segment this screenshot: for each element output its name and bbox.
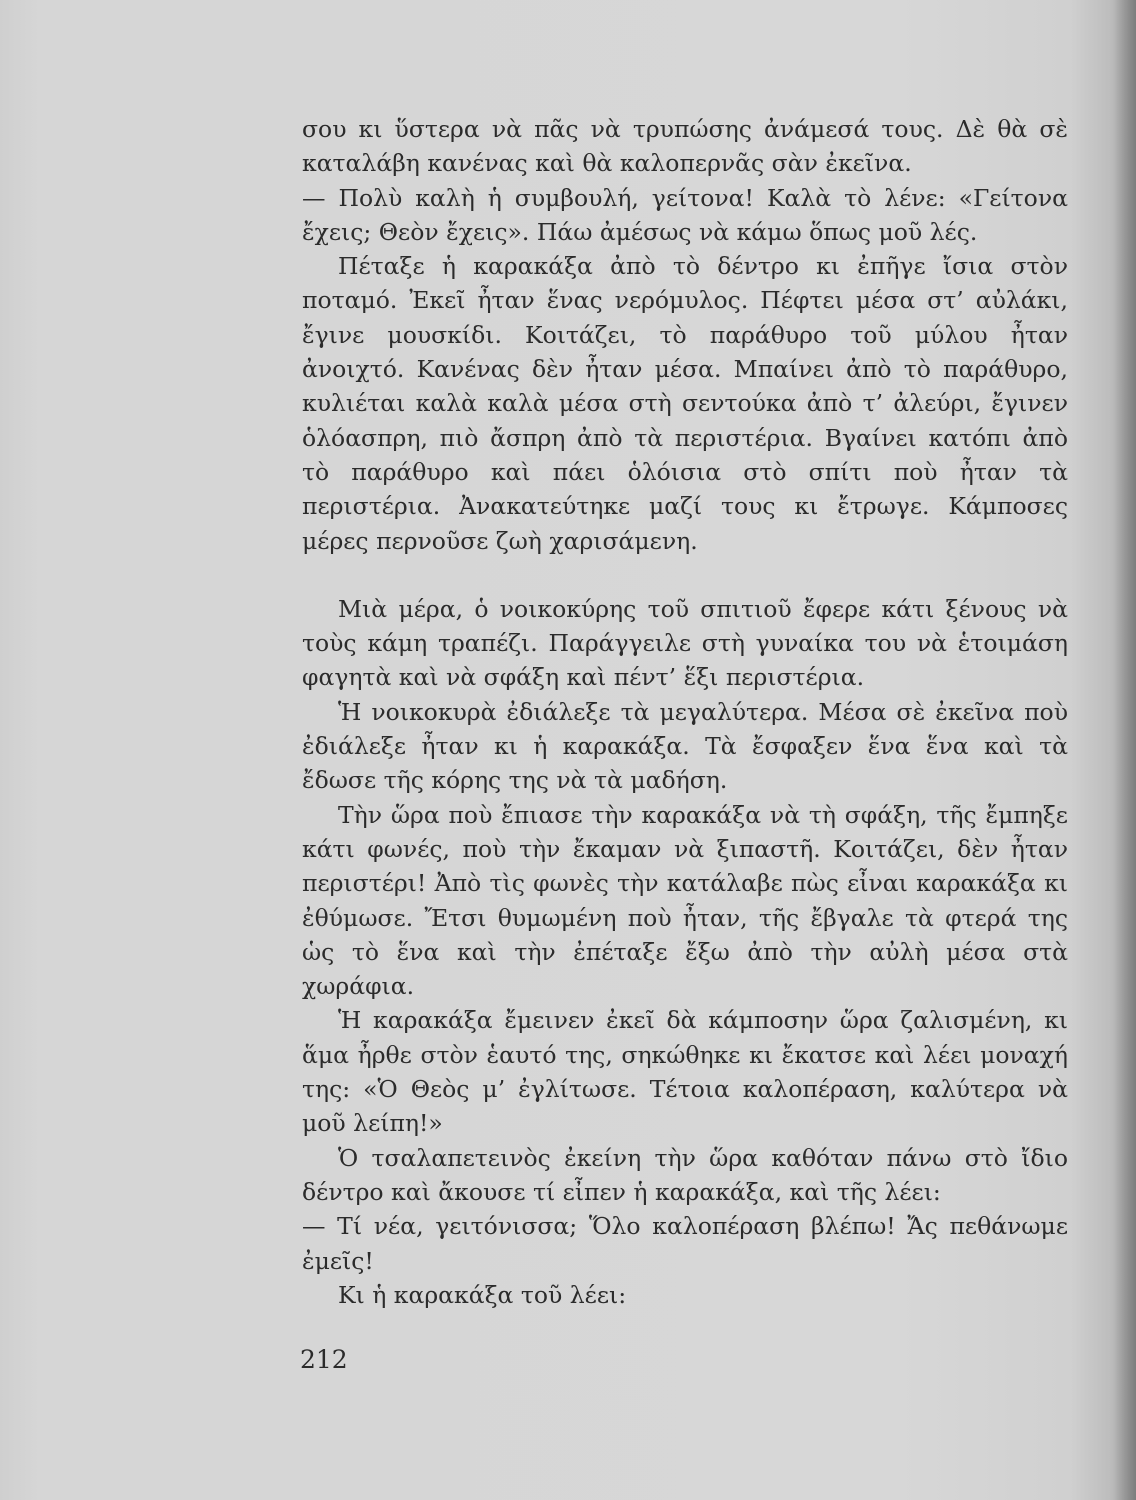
- dialogue-1: — Πολὺ καλὴ ἡ συμβουλή, γείτονα! Καλὰ τὸ λένε: «Γείτονα ἔχεις; Θεὸν ἔχεις». Πάω ἀμέσως νὰ κάμω ὅπως μοῦ λές.: [302, 183, 1068, 246]
- dialogue-2: — Τί νέα, γειτόνισσα; Ὅλο καλοπέραση βλέπω! Ἄς πεθάνωμε ἐμεῖς!: [302, 1212, 1068, 1275]
- paragraph-5: Ἡ νοικοκυρὰ ἐδιάλεξε τὰ μεγαλύτερα. Μέσα σὲ ἐκεῖνα ποὺ ἐδιάλεξε ἦταν κι ἡ καρακάξα. Τὰ ἔσφαξεν ἕνα ἕνα καὶ τὰ ἔδωσε τῆς κόρης της νὰ τὰ μαδήση.: [302, 697, 1068, 795]
- paragraph-4: Μιὰ μέρα, ὁ νοικοκύρης τοῦ σπιτιοῦ ἔφερε κάτι ξένους νὰ τοὺς κάμη τραπέζι. Παράγγειλε στὴ γυναίκα του νὰ ἑτοιμάση φαγητὰ καὶ νὰ σφάξη καὶ πέντ’ ἕξι περιστέρια.: [302, 594, 1068, 692]
- paragraph-10: Κι ἡ καρακάξα τοῦ λέει:: [338, 1280, 627, 1309]
- story-text: [302, 112, 1068, 1312]
- page-edge-shadow: [1114, 0, 1136, 1500]
- section-gap: [302, 558, 1068, 592]
- paragraph-3: Πέταξε ἡ καρακάξα ἀπὸ τὸ δέντρο κι ἐπῆγε ἴσια στὸν ποταμό. Ἐκεῖ ἦταν ἕνας νερόμυλος. Πέφτει μέσα στ’ αὐλάκι, ἔγινε μουσκίδι. Κοιτάζει, τὸ παράθυρο τοῦ μύλου ἦταν ἀνοιχτό. Κανένας δὲν ἦταν μέσα. Μπαίνει ἀπὸ τὸ παράθυρο, κυλιέται καλὰ καλὰ μέσα στὴ σεντούκα ἀπὸ τ’ ἀλεύρι, ἔγινεν ὁλόασπρη, πιὸ ἄσπρη ἀπὸ τὰ περιστέρια. Βγαίνει κατόπι ἀπὸ τὸ παράθυρο καὶ πάει ὁλόισια στὸ σπίτι ποὺ ἦταν τὰ περιστέρια. Ἀνακατεύτηκε μαζί τους κι ἔτρωγε. Κάμποσες μέρες περνοῦσε ζωὴ χαρισάμενη.: [302, 252, 1068, 555]
- paragraph-1: σου κι ὕστερα νὰ πᾶς νὰ τρυπώσης ἀνάμεσά τους. Δὲ θὰ σὲ καταλάβη κανένας καὶ θὰ καλοπερνᾶς σὰν ἐκεῖνα.: [302, 115, 1068, 178]
- page-number: 212: [300, 1345, 348, 1374]
- paragraph-8: Ὁ τσαλαπετεινὸς ἐκείνη τὴν ὥρα καθόταν πάνω στὸ ἴδιο δέντρο καὶ ἄκουσε τί εἶπεν ἡ καρακάξα, καὶ τῆς λέει:: [302, 1143, 1068, 1206]
- paragraph-7: Ἡ καρακάξα ἔμεινεν ἐκεῖ δὰ κάμποσην ὥρα ζαλισμένη, κι ἅμα ἦρθε στὸν ἑαυτό της, σηκώθηκε κι ἔκατσε καὶ λέει μοναχή της: «Ὁ Θεὸς μ’ ἐγλίτωσε. Τέτοια καλοπέραση, καλύτερα νὰ μοῦ λείπη!»: [302, 1006, 1068, 1138]
- paragraph-6: Τὴν ὥρα ποὺ ἔπιασε τὴν καρακάξα νὰ τὴ σφάξη, τῆς ἔμπηξε κάτι φωνές, ποὺ τὴν ἔκαμαν νὰ ξιπαστῆ. Κοιτάζει, δὲν ἦταν περιστέρι! Ἀπὸ τὶς φωνὲς τὴν κατάλαβε πὼς εἶναι καρακάξα κι ἐθύμωσε. Ἔτσι θυμωμένη ποὺ ἦταν, τῆς ἔβγαλε τὰ φτερά της ὡς τὸ ἕνα καὶ τὴν ἐπέταξε ἔξω ἀπὸ τὴν αὐλὴ μέσα στὰ χωράφια.: [302, 800, 1068, 1001]
